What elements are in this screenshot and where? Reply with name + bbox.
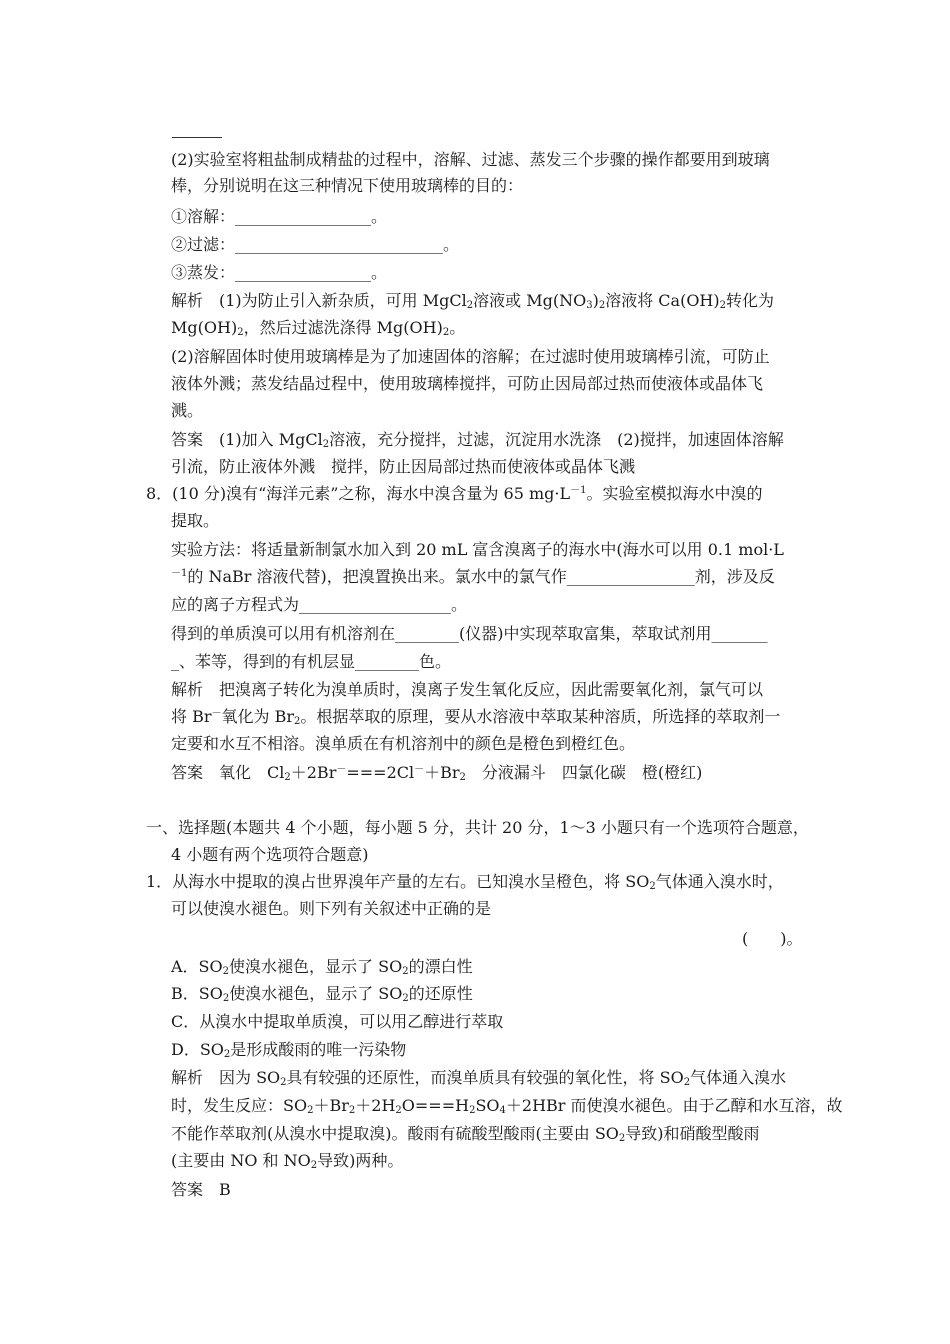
q8-analysis-line3: 定要和水互不相溶。溴单质在有机溶剂中的颜色是橙色到橙红色。 — [171, 734, 636, 753]
q1-analysis-line2: 时，发生反应：$SO_2+Br_2+2H_2O===H_2SO_4+2HBr$ 而使溴水褪色。由于乙醇和水互溶，故 — [171, 1096, 843, 1116]
q8-line2: 提取。 — [171, 511, 220, 530]
q8-line1: 8．(10 分)溴有“海洋元素”之称，海水中溴含量为 65 $mg\cdot L^{-1}$。实验室模拟海水中溴的 — [146, 484, 763, 503]
q7-analysis2-line1: (2)溶解固体时使用玻璃棒是为了加速固体的溶解；在过滤时使用玻璃棒引流，可防止 — [171, 347, 770, 366]
q8-method-line1: 实验方法：将适量新制氯水加入到 20 mL 富含溴离子的海水中(海水可以用 0.1 mol·L — [171, 540, 784, 559]
q1-answer-bracket: ( )。 — [742, 929, 803, 948]
section-heading-line1: 一、选择题(本题共 4 个小题，每小题 5 分，共计 20 分，1～3 小题只有一个选项符合题意， — [146, 818, 809, 837]
q8-method-line2: $^{-1}$的 NaBr 溶液代替)，把溴置换出来。氯水中的氯气作________________剂，涉及反 — [171, 567, 775, 586]
q7-analysis2-line3: 溅。 — [171, 401, 204, 420]
q7-item-evaporate: ③蒸发：_________________。 — [171, 263, 388, 282]
q7-analysis-line2: $Mg(OH)_2$，然后过滤洗涤得 $Mg(OH)_2$。 — [171, 318, 466, 338]
q7-part2-line2: 棒，分别说明在这三种情况下使用玻璃棒的目的： — [171, 176, 524, 195]
q1-analysis-line1: 解析 因为 $SO_2$具有较强的还原性，而溴单质具有较强的氧化性，将 $SO_2$气体通入溴水 — [171, 1068, 787, 1088]
q1-line1: 1．从海水中提取的溴占世界溴年产量的左右。已知溴水呈橙色，将 $SO_2$气体通入溴水时， — [146, 872, 784, 892]
q1-option-b: B．$SO_2$使溴水褪色，显示了 $SO_2$的还原性 — [171, 984, 473, 1004]
q8-method-line3: 应的离子方程式为___________________。 — [171, 595, 468, 614]
section-heading-line2: 4 小题有两个选项符合题意) — [171, 845, 369, 864]
q1-analysis-line3: 不能作萃取剂(从溴水中提取溴)。酸雨有硫酸型酸雨(主要由 $SO_2$导致)和硝酸型酸雨 — [171, 1124, 760, 1144]
q7-answer-line2: 引流，防止液体外溅 搅拌，防止因局部过热而使液体或晶体飞溅 — [171, 457, 636, 476]
q1-analysis-line4: (主要由 NO 和 $NO_2$导致)两种。 — [171, 1151, 404, 1171]
q7-part2-line1: (2)实验室将粗盐制成精盐的过程中，溶解、过滤、蒸发三个步骤的操作都要用到玻璃 — [171, 150, 770, 169]
q8-extract-line2: _、苯等，得到的有机层显________色。 — [171, 652, 452, 671]
q1-option-a: A．$SO_2$使溴水褪色，显示了 $SO_2$的漂白性 — [171, 957, 473, 977]
q7-item-dissolve: ①溶解：_________________。 — [171, 207, 388, 226]
q8-analysis-line2: 将 Br－氧化为 $Br_2$。根据萃取的原理，要从水溶液中萃取某种溶质，所选择的萃取剂一 — [171, 707, 781, 727]
q1-option-d: D．$SO_2$是形成酸雨的唯一污染物 — [171, 1040, 407, 1060]
q7-item-filter: ②过滤：__________________________。 — [171, 235, 460, 254]
q8-answer: 答案 氧化 $Cl_2+2Br^-===2Cl^-+Br_2$ 分液漏斗 四氯化碳 橙(橙红) — [171, 763, 703, 783]
q1-option-c: C．从溴水中提取单质溴，可以用乙醇进行萃取 — [171, 1012, 504, 1031]
q8-analysis-line1: 解析 把溴离子转化为溴单质时，溴离子发生氧化反应，因此需要氧化剂，氯气可以 — [171, 680, 764, 699]
q8-extract-line1: 得到的单质溴可以用有机溶剂在________(仪器)中实现萃取富集，萃取试剂用_______ — [171, 624, 768, 643]
q1-line2: 可以使溴水褪色。则下列有关叙述中正确的是 — [171, 899, 492, 918]
q7-answer-line1: 答案 (1)加入 MgCl$_2$溶液，充分搅拌，过滤，沉淀用水洗涤 (2)搅拌，加速固体溶解 — [171, 430, 784, 450]
answer-blank-line — [172, 137, 222, 138]
q7-analysis2-line2: 液体外溅；蒸发结晶过程中，使用玻璃棒搅拌，可防止因局部过热而使液体或晶体飞 — [171, 374, 764, 393]
q7-analysis-line1: 解析 (1)为防止引入新杂质，可用 MgCl$_2$溶液或 $Mg(NO_3)_2$溶液将 $Ca(OH)_2$转化为 — [171, 291, 775, 311]
q1-answer: 答案 B — [171, 1180, 231, 1199]
